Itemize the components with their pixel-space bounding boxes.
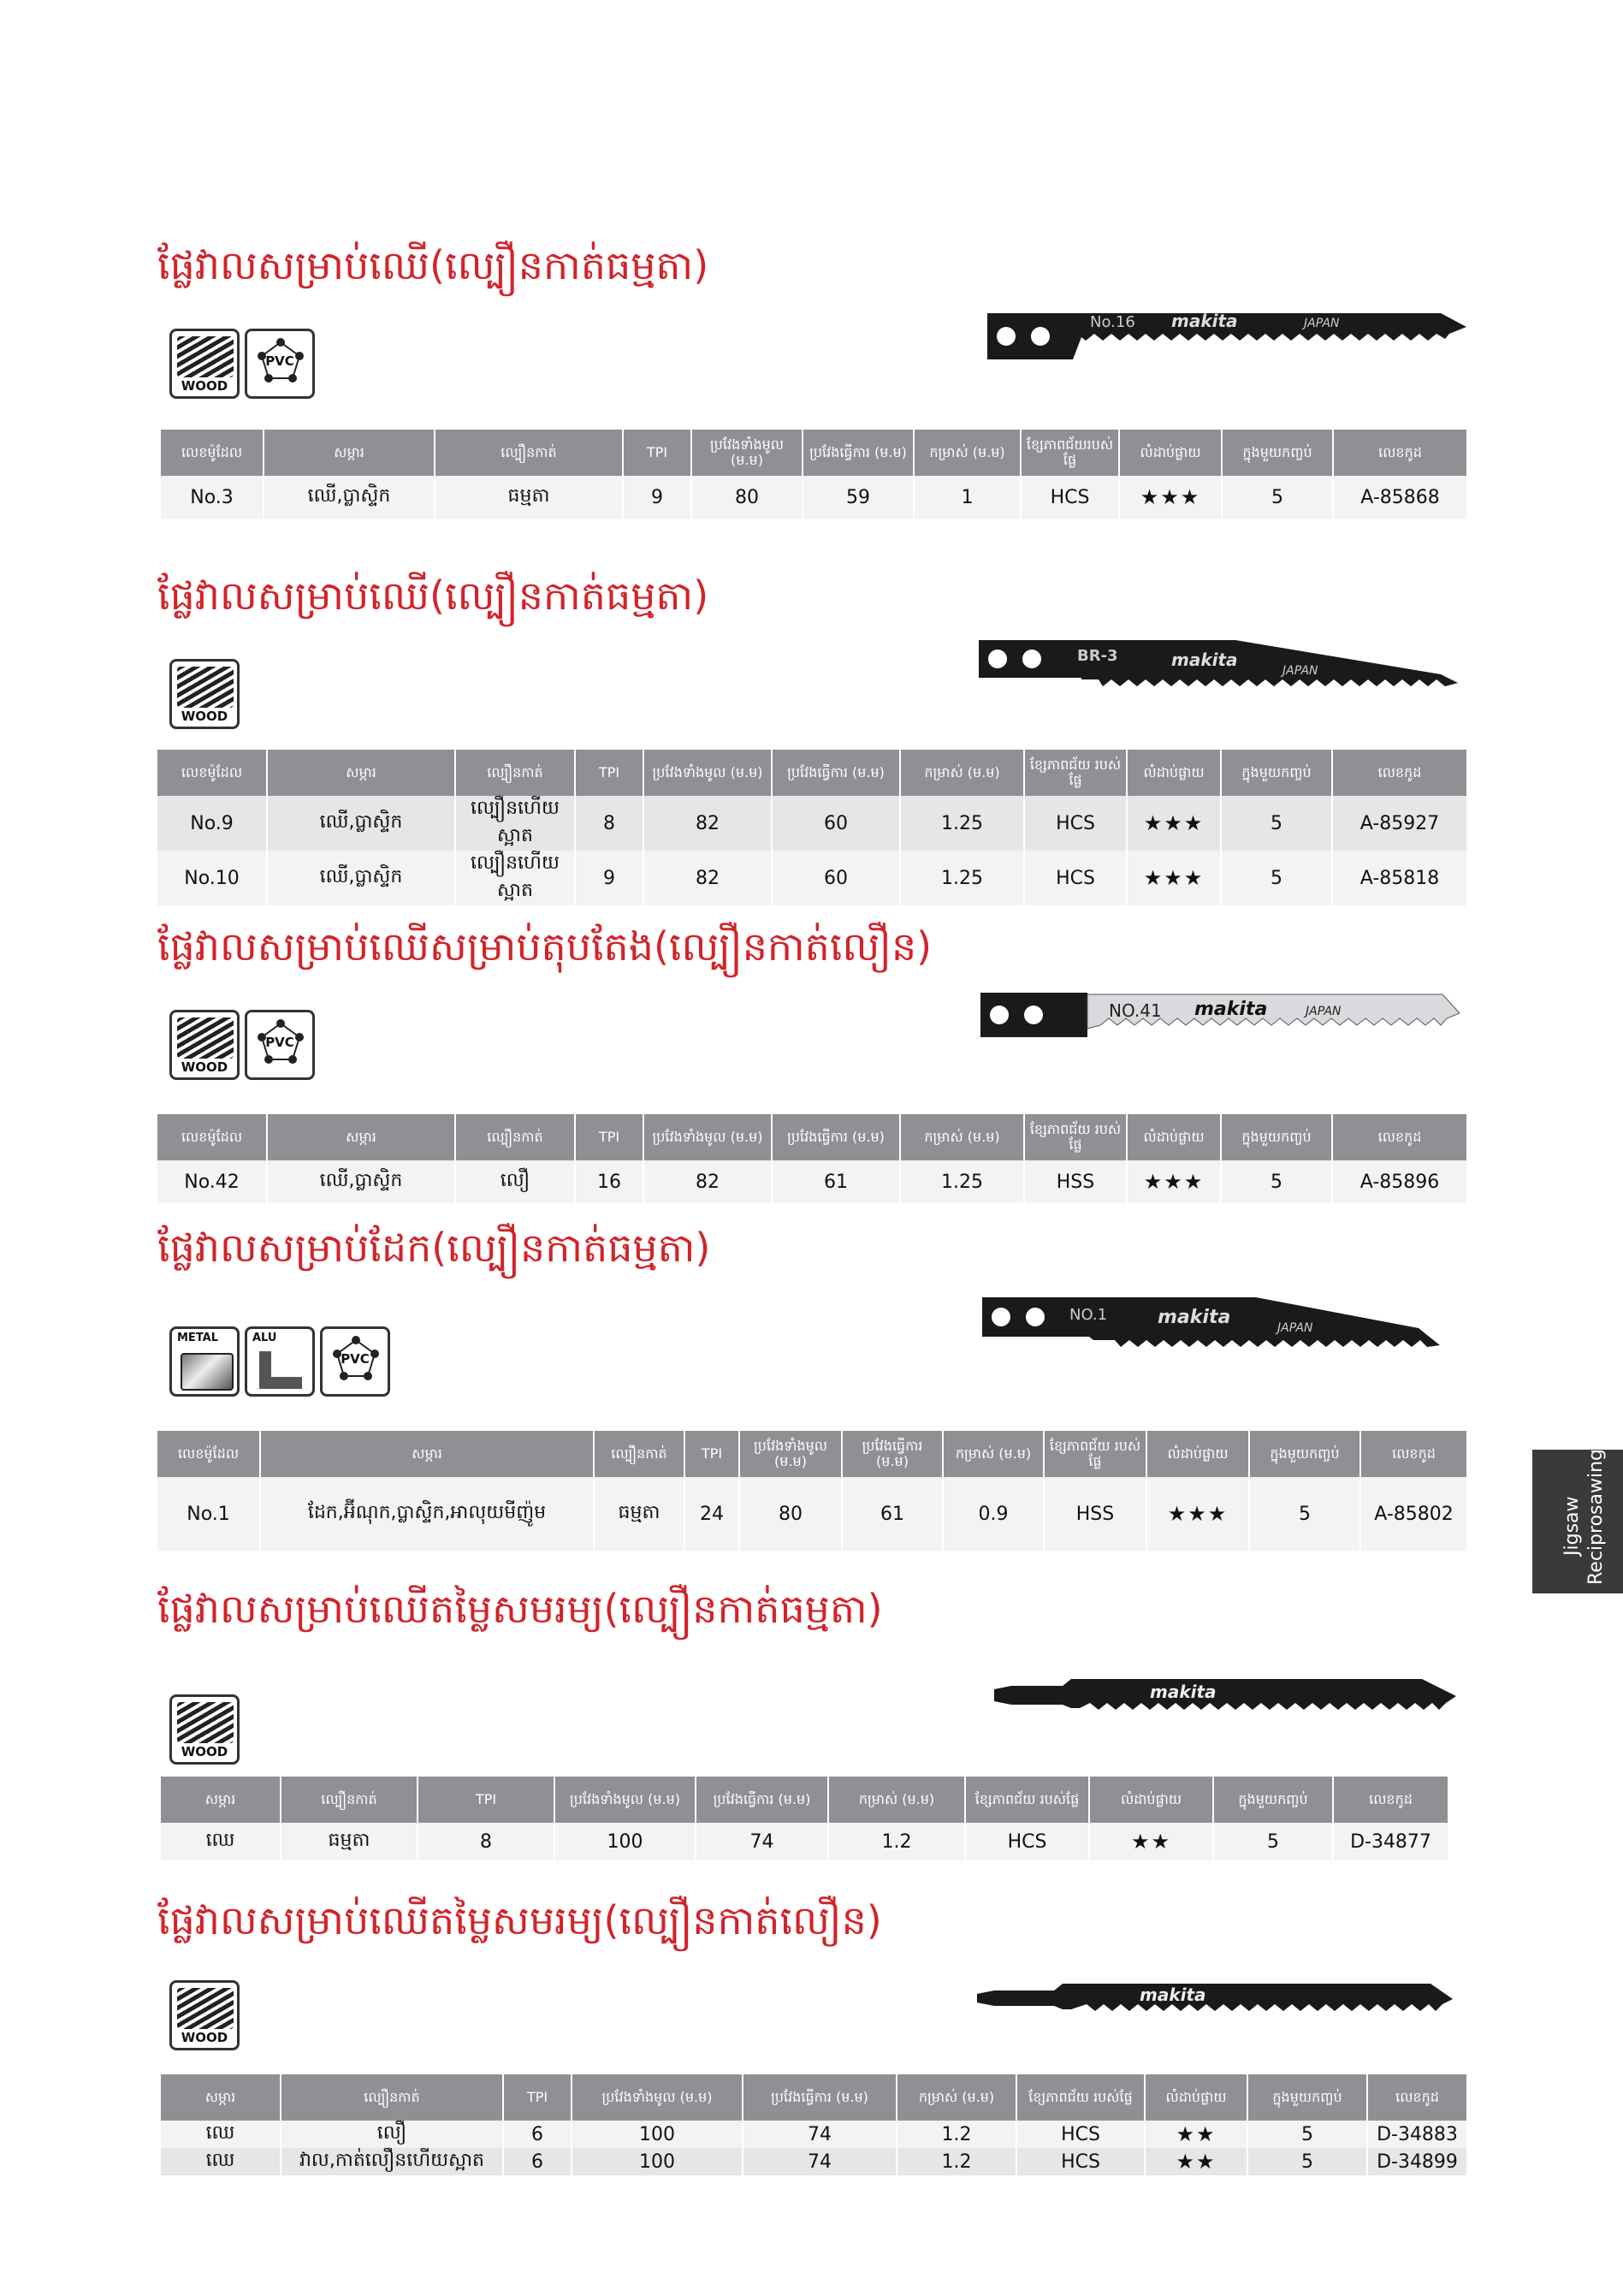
material-icons — [169, 1010, 315, 1080]
blade-label: No.16 — [1090, 313, 1135, 331]
aluminium-icon: ALU — [245, 1326, 315, 1397]
origin-label: JAPAN — [1282, 664, 1318, 678]
table-row: No.10 ឈើ,ប្លាស្ទិក ល្បឿនហើយស្អាត 9 82 60 1.25 HCS ★★★ 5 A-85818 — [157, 851, 1466, 905]
material-icons — [169, 1326, 390, 1397]
table-header: សម្ភារ ល្បឿនកាត់ TPI ប្រវែងទាំងមូល (ម.ម) ប្រវែងធ្វើការ (ម.ម) កម្រាស់ (ម.ម) ខ្សែភាពជ័យ របស់ផ្លែ លំដាប់ផ្លាយ ក្នុងមួយកញ្ចប់ លេខកូដ — [161, 2074, 1466, 2121]
blade-image — [977, 1977, 1456, 2028]
material-icons — [169, 1694, 240, 1765]
blade-image — [994, 1674, 1456, 1725]
table-row: No.9 ឈើ,ប្លាស្ទិក ល្បឿនហើយស្អាត 8 82 60 1.25 HCS ★★★ 5 A-85927 — [157, 796, 1466, 851]
makita-logo: makita — [1150, 1682, 1217, 1702]
pvc-icon: PVC — [245, 329, 315, 399]
section-title: ផ្លែវាលសម្រាប់ដែក(ល្បឿនកាត់ធម្មតា) — [157, 1225, 711, 1271]
origin-label: JAPAN — [1277, 1321, 1313, 1335]
wood-icon: WOOD — [169, 329, 240, 399]
material-icons — [169, 659, 240, 729]
table-header: លេខម៉ូដែល សម្ភារ ល្បឿនកាត់ TPI ប្រវែងទាំងមូល (ម.ម) ប្រវែងធ្វើការ (ម.ម) កម្រាស់ (ម.ម) ខ្សែភាពជ័យ របស់ផ្លែ លំដាប់ផ្លាយ ក្នុងមួយកញ្ចប់ លេខកូដ — [157, 750, 1466, 796]
section-title: ផ្លែវាលសម្រាប់ឈើ(ល្បឿនកាត់ធម្មតា) — [157, 242, 709, 288]
blade-image — [987, 308, 1466, 368]
material-icons — [169, 1980, 240, 2050]
blade-label: BR-3 — [1077, 647, 1118, 665]
origin-label: JAPAN — [1306, 1005, 1342, 1018]
side-tab-jigsaw — [1532, 1450, 1623, 1593]
side-tab-label: Reciprosawing — [1585, 1449, 1607, 1585]
table-row: No.1 ដែក,អ៊ីណុក,ប្លាស្ទិក,អាលុយមីញ៉ូម ធម្មតា 24 80 61 0.9 HSS ★★★ 5 A-85802 — [157, 1477, 1466, 1551]
metal-icon: METAL — [169, 1326, 240, 1397]
blade-label: NO.41 — [1109, 1000, 1162, 1021]
table-header: លេខម៉ូដែល សម្ភារ ល្បឿនកាត់ TPI ប្រវែងទាំងមូល (ម.ម) ប្រវែងធ្វើការ (ម.ម) កម្រាស់ (ម.ម) ខ្សែភាពជ័យ របស់ផ្លែ លំដាប់ផ្លាយ ក្នុងមួយកញ្ចប់ លេខកូដ — [157, 1114, 1466, 1160]
wood-icon: WOOD — [169, 659, 240, 729]
spec-table — [161, 2074, 1466, 2175]
table-header: លេខម៉ូដែល សម្ភារ ល្បឿនកាត់ TPI ប្រវែងទាំងមូល (ម.ម) ប្រវែងធ្វើការ (ម.ម) កម្រាស់ (ម.ម) ខ្សែភាពជ័យ របស់ផ្លែ លំដាប់ផ្លាយ ក្នុងមួយកញ្ចប់ លេខកូដ — [157, 1431, 1466, 1477]
table-header: លេខម៉ូដែល សម្ភារ ល្បឿនកាត់ TPI ប្រវែងទាំងមូល (ម.ម) ប្រវែងធ្វើការ (ម.ម) កម្រាស់ (ម.ម) ខ្សែភាពជ័យរបស់ផ្លែ លំដាប់ផ្លាយ ក្នុងមួយកញ្ចប់ លេខកូដ — [161, 430, 1466, 476]
section-title: ផ្លែវាលសម្រាប់ឈើតម្លៃសមរម្យ(ល្បឿនកាត់ធម្មតា) — [157, 1586, 883, 1632]
table-row: No.3 ឈើ,ប្លាស្ទិក ធម្មតា 9 80 59 1 HCS ★★★ 5 A-85868 — [161, 476, 1466, 519]
blade-image — [980, 991, 1460, 1042]
section-title: ផ្លែវាលសម្រាប់ឈើតម្លៃសមរម្យ(ល្បឿនកាត់លឿន) — [157, 1897, 882, 1943]
makita-logo: makita — [1171, 311, 1238, 331]
spec-table — [161, 1777, 1448, 1860]
table-row: ឈេ លឿ 6 100 74 1.2 HCS ★★ 5 D-34883 — [161, 2121, 1466, 2148]
spec-table — [157, 750, 1466, 905]
pvc-icon: PVC — [245, 1010, 315, 1080]
blade-image — [982, 1294, 1461, 1354]
side-tab-label: Jigsaw — [1561, 1496, 1583, 1556]
pvc-icon: PVC — [320, 1326, 390, 1397]
origin-label: JAPAN — [1304, 317, 1340, 330]
spec-table — [157, 1431, 1466, 1551]
spec-table — [157, 1114, 1466, 1203]
material-icons — [169, 329, 315, 399]
blade-image — [979, 637, 1458, 697]
section-title: ផ្លែវាលសម្រាប់ឈើ(ល្បឿនកាត់ធម្មតា) — [157, 573, 709, 619]
table-header: សម្ភារ ល្បឿនកាត់ TPI ប្រវែងទាំងមូល (ម.ម) ប្រវែងធ្វើការ (ម.ម) កម្រាស់ (ម.ម) ខ្សែភាពជ័យ របស់ផ្លែ លំដាប់ផ្លាយ ក្នុងមួយកញ្ចប់ លេខកូដ — [161, 1777, 1448, 1823]
makita-logo: makita — [1140, 1985, 1206, 2005]
wood-icon: WOOD — [169, 1980, 240, 2050]
section-title: ផ្លែវាលសម្រាប់ឈើសម្រាប់តុបតែង(ល្បឿនកាត់លឿន) — [157, 923, 933, 970]
blade-label: NO.1 — [1069, 1306, 1108, 1324]
makita-logo: makita — [1158, 1307, 1231, 1328]
makita-logo: makita — [1171, 650, 1238, 670]
table-row: ឈេ ធម្មតា 8 100 74 1.2 HCS ★★ 5 D-34877 — [161, 1823, 1448, 1860]
makita-logo: makita — [1194, 999, 1268, 1020]
table-row: ឈេ វាល,កាត់លឿនហើយស្អាត 6 100 74 1.2 HCS ★★ 5 D-34899 — [161, 2148, 1466, 2175]
spec-table — [161, 430, 1466, 519]
wood-icon: WOOD — [169, 1010, 240, 1080]
table-row: No.42 ឈើ,ប្លាស្ទិក លឿ 16 82 61 1.25 HSS ★★★ 5 A-85896 — [157, 1160, 1466, 1203]
wood-icon: WOOD — [169, 1694, 240, 1765]
